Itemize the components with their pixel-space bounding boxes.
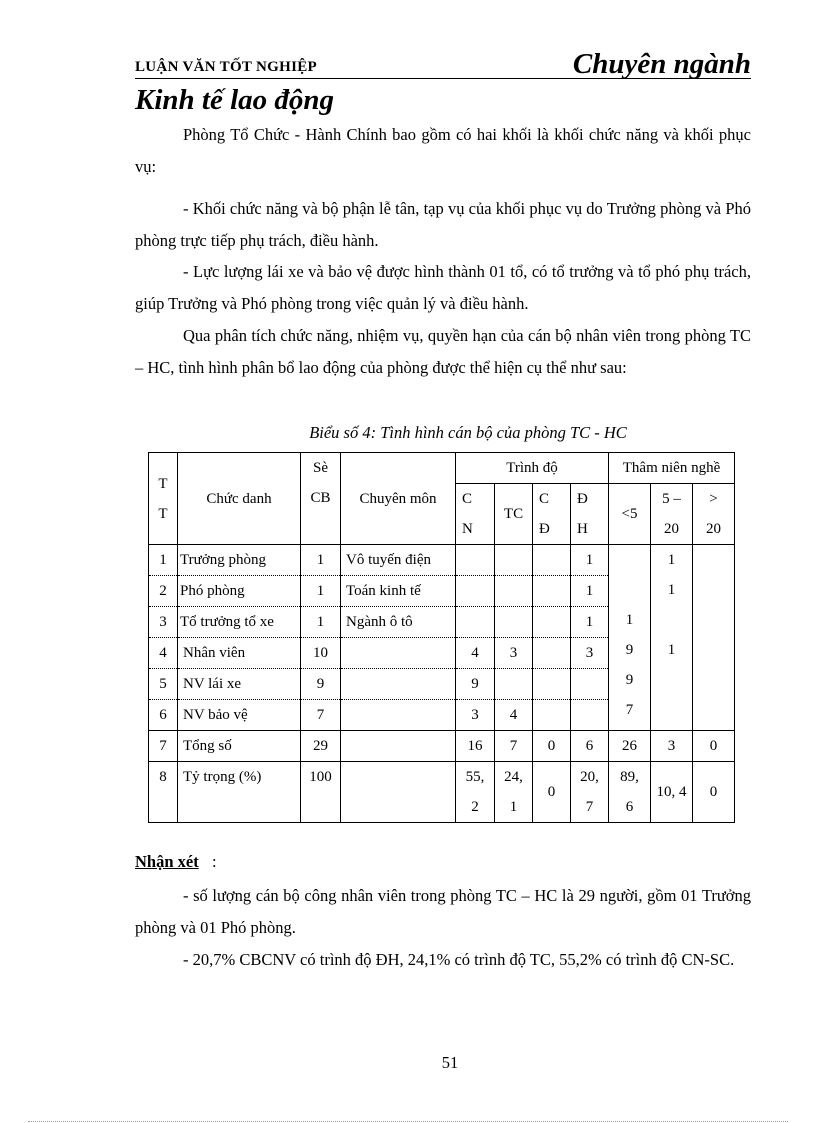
remarks-item-1: - số lượng cán bộ công nhân viên trong phòng TC – HC là 29 người, gồm 01 Trưởng phòng và 01 Phó phòng.	[135, 886, 751, 937]
cell-name: Phó phòng	[178, 576, 301, 607]
cell-tc: 24, 1	[495, 762, 533, 823]
header-so-cb: Sè CB	[301, 453, 341, 545]
cell-cm	[341, 669, 456, 700]
cell-lt5-group: 1 9 9 7	[609, 545, 651, 731]
cell-cd: 0	[533, 762, 571, 823]
cell-cm: Ngành ô tô	[341, 607, 456, 638]
cell-tc	[495, 545, 533, 576]
cell-cd: 0	[533, 731, 571, 762]
header-major-label: Chuyên ngành	[572, 48, 751, 80]
cell-cd	[533, 669, 571, 700]
cell-so: 1	[301, 607, 341, 638]
cell-cn: 4	[456, 638, 495, 669]
cell-lt5: 89, 6	[609, 762, 651, 823]
cell-so: 7	[301, 700, 341, 731]
cell-cm	[341, 700, 456, 731]
table-row	[149, 545, 735, 576]
cell-5-20-group: 1 1 1	[651, 545, 693, 731]
cell-gt20: 0	[693, 731, 735, 762]
table-header-row-1	[149, 453, 735, 484]
cell-gt20: 0	[693, 762, 735, 823]
cell-cd	[533, 576, 571, 607]
footer-rule	[28, 1121, 788, 1122]
cell-cd	[533, 545, 571, 576]
cell-cn	[456, 576, 495, 607]
cell-tc	[495, 576, 533, 607]
header-gt20: > 20	[693, 484, 735, 545]
cell-cm	[341, 638, 456, 669]
header-chuc-danh: Chức danh	[178, 453, 301, 545]
header-lt5: <5	[609, 484, 651, 545]
cell-so: 9	[301, 669, 341, 700]
header-cd: C Đ	[533, 484, 571, 545]
cell-cm: Vô tuyến điện	[341, 545, 456, 576]
paragraph-1: Phòng Tổ Chức - Hành Chính bao gồm có hai khối là khối chức năng và khối phục vụ:	[135, 125, 751, 176]
cell-cd	[533, 607, 571, 638]
cell-tt: 4	[149, 638, 178, 669]
header-dh: Đ H	[571, 484, 609, 545]
cell-dh: 1	[571, 576, 609, 607]
cell-name: Tổng số	[178, 731, 301, 762]
cell-so: 29	[301, 731, 341, 762]
header-5-20: 5 – 20	[651, 484, 693, 545]
cell-name: Tổ trưởng tổ xe	[178, 607, 301, 638]
cell-name: Trưởng phòng	[178, 545, 301, 576]
cell-tt: 6	[149, 700, 178, 731]
header-subtitle: Kinh tế lao động	[135, 84, 335, 116]
cell-gt20-group	[693, 545, 735, 731]
cell-cn: 55, 2	[456, 762, 495, 823]
cell-tc	[495, 669, 533, 700]
cell-dh: 1	[571, 545, 609, 576]
cell-cn: 3	[456, 700, 495, 731]
cell-name: Tỷ trọng (%)	[178, 762, 301, 823]
cell-tc: 4	[495, 700, 533, 731]
cell-tc: 7	[495, 731, 533, 762]
header-tc: TC	[495, 484, 533, 545]
cell-so: 1	[301, 576, 341, 607]
cell-dh	[571, 700, 609, 731]
cell-cn	[456, 545, 495, 576]
cell-5-20: 3	[651, 731, 693, 762]
cell-lt5: 26	[609, 731, 651, 762]
cell-name: NV bảo vệ	[178, 700, 301, 731]
cell-tt: 8	[149, 762, 178, 823]
cell-tt: 5	[149, 669, 178, 700]
cell-cn: 9	[456, 669, 495, 700]
cell-dh: 20, 7	[571, 762, 609, 823]
cell-cm	[341, 731, 456, 762]
table-caption: Biểu số 4: Tình hình cán bộ của phòng TC - HC	[309, 423, 627, 442]
remarks-title: Nhận xét	[135, 852, 199, 871]
cell-tt: 7	[149, 731, 178, 762]
cell-5-20: 10, 4	[651, 762, 693, 823]
cell-cm	[341, 762, 456, 823]
cell-name: Nhân viên	[178, 638, 301, 669]
cell-cn	[456, 607, 495, 638]
staff-table	[148, 452, 735, 823]
cell-dh	[571, 669, 609, 700]
cell-so: 100	[301, 762, 341, 823]
cell-tc	[495, 607, 533, 638]
paragraph-3: - Lực lượng lái xe và bảo vệ được hình thành 01 tổ, có tổ trưởng và tổ phó phụ trách, giúp Trưởng và Phó phòng trong việc quản lý và điều hành.	[135, 262, 751, 313]
cell-cd	[533, 638, 571, 669]
table-row-ratio	[149, 762, 735, 823]
header-rule	[135, 78, 751, 79]
cell-so: 10	[301, 638, 341, 669]
cell-name: NV lái xe	[178, 669, 301, 700]
cell-dh: 6	[571, 731, 609, 762]
cell-cm: Toán kinh tế	[341, 576, 456, 607]
header-cn: C N	[456, 484, 495, 545]
cell-tt: 3	[149, 607, 178, 638]
header-tt: T T	[149, 453, 178, 545]
paragraph-2: - Khối chức năng và bộ phận lễ tân, tạp vụ của khối phục vụ do Trưởng phòng và Phó phòng trực tiếp phụ trách, điều hành.	[135, 199, 751, 250]
header-trinh-do: Trình độ	[456, 453, 609, 484]
cell-tt: 1	[149, 545, 178, 576]
page-number: 51	[441, 1053, 459, 1072]
remarks-item-2: - 20,7% CBCNV có trình độ ĐH, 24,1% có trình độ TC, 55,2% có trình độ CN-SC.	[183, 950, 735, 969]
remarks-colon: :	[212, 852, 217, 871]
cell-tt: 2	[149, 576, 178, 607]
paragraph-4: Qua phân tích chức năng, nhiệm vụ, quyền hạn của cán bộ nhân viên trong phòng TC – HC, tình hình phân bổ lao động của phòng được thể hiện cụ thể như sau:	[135, 326, 751, 377]
header-tham-nien: Thâm niên nghề	[609, 453, 735, 484]
header-chuyen-mon: Chuyên môn	[341, 453, 456, 545]
cell-cn: 16	[456, 731, 495, 762]
header-thesis-label: LUẬN VĂN TỐT NGHIỆP	[135, 59, 317, 75]
table-row-total	[149, 731, 735, 762]
cell-dh: 1	[571, 607, 609, 638]
cell-cd	[533, 700, 571, 731]
cell-dh: 3	[571, 638, 609, 669]
cell-tc: 3	[495, 638, 533, 669]
cell-so: 1	[301, 545, 341, 576]
